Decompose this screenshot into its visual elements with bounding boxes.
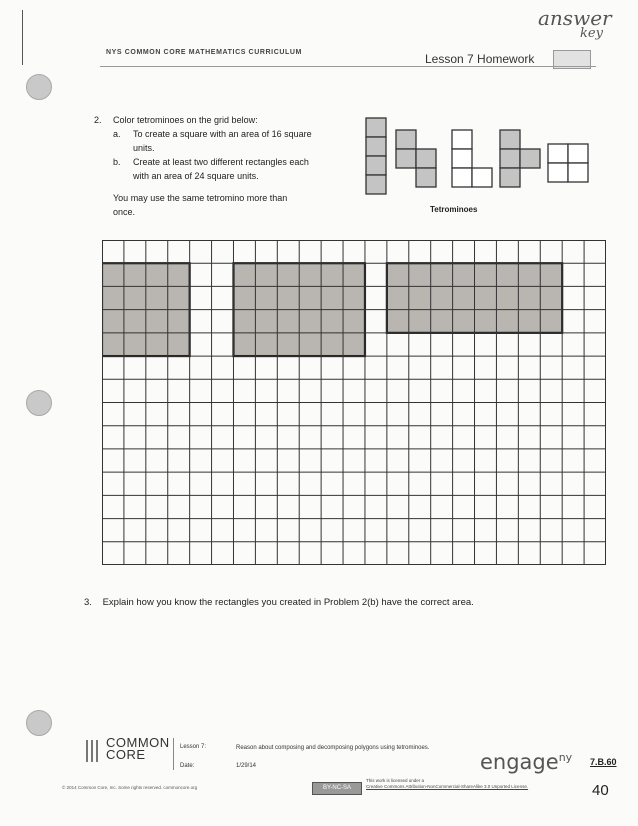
tetromino-o bbox=[548, 144, 588, 182]
tetrominoes-label: Tetrominoes bbox=[430, 205, 478, 214]
logo-core: CORE bbox=[106, 747, 146, 762]
footer-lesson-label: Lesson 7: bbox=[180, 744, 207, 750]
lesson-title: Lesson 7 Homework bbox=[425, 52, 535, 66]
problem-2-item-b bbox=[113, 155, 323, 183]
common-core-logo bbox=[106, 737, 170, 761]
item-b-text: Create at least two different rectangles each with an area of 24 square units. bbox=[133, 157, 309, 181]
problem-3-number: 3. bbox=[84, 597, 92, 608]
tetromino-l bbox=[452, 130, 492, 187]
margin-line bbox=[22, 10, 23, 65]
problem-3 bbox=[84, 597, 474, 608]
curriculum-title: NYS COMMON CORE MATHEMATICS CURRICULUM bbox=[106, 49, 302, 56]
engage-text: engage bbox=[480, 750, 559, 774]
item-a-label: a. bbox=[113, 129, 121, 139]
tetromino-s bbox=[396, 130, 436, 187]
item-b-label: b. bbox=[113, 157, 121, 167]
punch-hole-middle bbox=[26, 390, 52, 416]
logo-bar-2 bbox=[91, 740, 93, 762]
tetromino-pieces bbox=[360, 112, 600, 202]
logo-bar-3 bbox=[96, 740, 98, 762]
area-grid bbox=[102, 240, 606, 565]
copyright-notice: © 2014 Common Core, Inc. Some rights reserved. commoncore.org bbox=[62, 785, 198, 790]
problem-2-note: You may use the same tetromino more than once. bbox=[113, 193, 288, 217]
page-number: 40 bbox=[592, 782, 609, 799]
problem-2-number: 2. bbox=[94, 115, 102, 125]
tetromino-i bbox=[366, 118, 386, 194]
footer-separator bbox=[173, 738, 174, 770]
punch-hole-top bbox=[26, 74, 52, 100]
logo-common: COMMON bbox=[106, 735, 170, 750]
header-rule bbox=[100, 66, 596, 67]
footer-date: 1/29/14 bbox=[236, 763, 257, 769]
license-text bbox=[366, 778, 576, 790]
cc-license-badge: BY-NC-SA bbox=[312, 782, 362, 795]
problem-2-prompt: Color tetrominoes on the grid below: bbox=[113, 115, 258, 125]
logo-bar-1 bbox=[86, 740, 88, 762]
footer-date-label: Date: bbox=[180, 763, 195, 769]
license-line-2[interactable]: Creative Commons Attribution-NonCommercial-ShareAlike 3.0 Unported License. bbox=[366, 784, 529, 789]
problem-3-text: Explain how you know the rectangles you created in Problem 2(b) have the correct area. bbox=[102, 597, 474, 608]
handwritten-answer: answer bbox=[538, 6, 612, 30]
engage-ny-logo bbox=[480, 750, 572, 774]
ny-text: ny bbox=[558, 751, 573, 764]
item-a-text: To create a square with an area of 16 square units. bbox=[133, 129, 312, 153]
footer-lesson-desc: Reason about composing and decomposing polygons using tetrominoes. bbox=[236, 745, 430, 751]
handwritten-key: key bbox=[580, 26, 603, 41]
license-line-1: This work is licensed under a bbox=[366, 778, 425, 783]
page-code: 7.B.60 bbox=[590, 757, 617, 767]
problem-2-item-a bbox=[113, 127, 323, 155]
punch-hole-bottom bbox=[26, 710, 52, 736]
tetromino-t bbox=[500, 130, 540, 187]
